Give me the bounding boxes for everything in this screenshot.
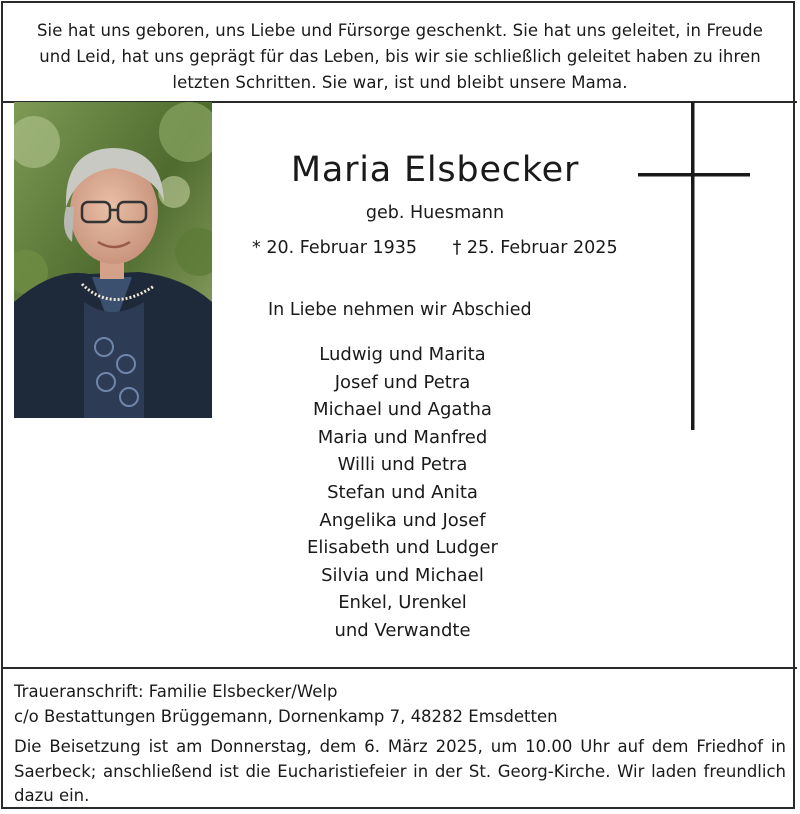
birth-name: geb. Huesmann (365, 203, 505, 223)
address-line-2: c/o Bestattungen Brüggemann, Dornenkamp 7, 48282 Emsdetten (14, 707, 558, 726)
list-item: Elisabeth und Ludger (307, 537, 498, 559)
intro-text: Sie hat uns geboren, uns Liebe und Fürsorge geschenkt. Sie hat uns geleitet, in Freude und Leid, hat uns geprägt für das Leben, bis wir sie schließlich geleitet haben zu ihren letzten Schritten. Sie war, ist und bleibt unsere Mama. (36, 21, 763, 92)
list-item: Josef und Petra (334, 371, 471, 393)
address-line-1: Traueranschrift: Familie Elsbecker/Welp (14, 682, 338, 701)
list-item: Enkel, Urenkel (338, 592, 467, 614)
funeral-details: Die Beisetzung ist am Donnerstag, dem 6. März 2025, um 10.00 Uhr auf dem Friedhof in Saerbeck; anschließend ist die Eucharistiefeier in der St. Georg-Kirche. Wir laden freundlich dazu ein. (14, 737, 786, 805)
list-item: Maria und Manfred (317, 426, 488, 448)
list-item: Silvia und Michael (321, 564, 484, 586)
farewell-line: In Liebe nehmen wir Abschied (268, 300, 532, 320)
list-item: Ludwig und Marita (319, 344, 486, 365)
list-item: Michael und Agatha (313, 399, 492, 421)
list-item: Stefan und Anita (327, 481, 478, 503)
bottom-divider (3, 667, 797, 669)
deceased-name: Maria Elsbecker (290, 150, 580, 190)
life-dates (252, 238, 632, 258)
list-item: Willi und Petra (337, 454, 468, 476)
birth-date: * 20. Februar 1935 (252, 238, 417, 258)
portrait-photo (14, 102, 212, 418)
mourning-address (14, 679, 558, 729)
latin-cross-icon (638, 102, 750, 430)
list-item: Angelika und Josef (319, 509, 486, 531)
death-date: † 25. Februar 2025 (452, 238, 618, 258)
list-item: und Verwandte (334, 619, 471, 641)
mourners-list (270, 341, 535, 645)
